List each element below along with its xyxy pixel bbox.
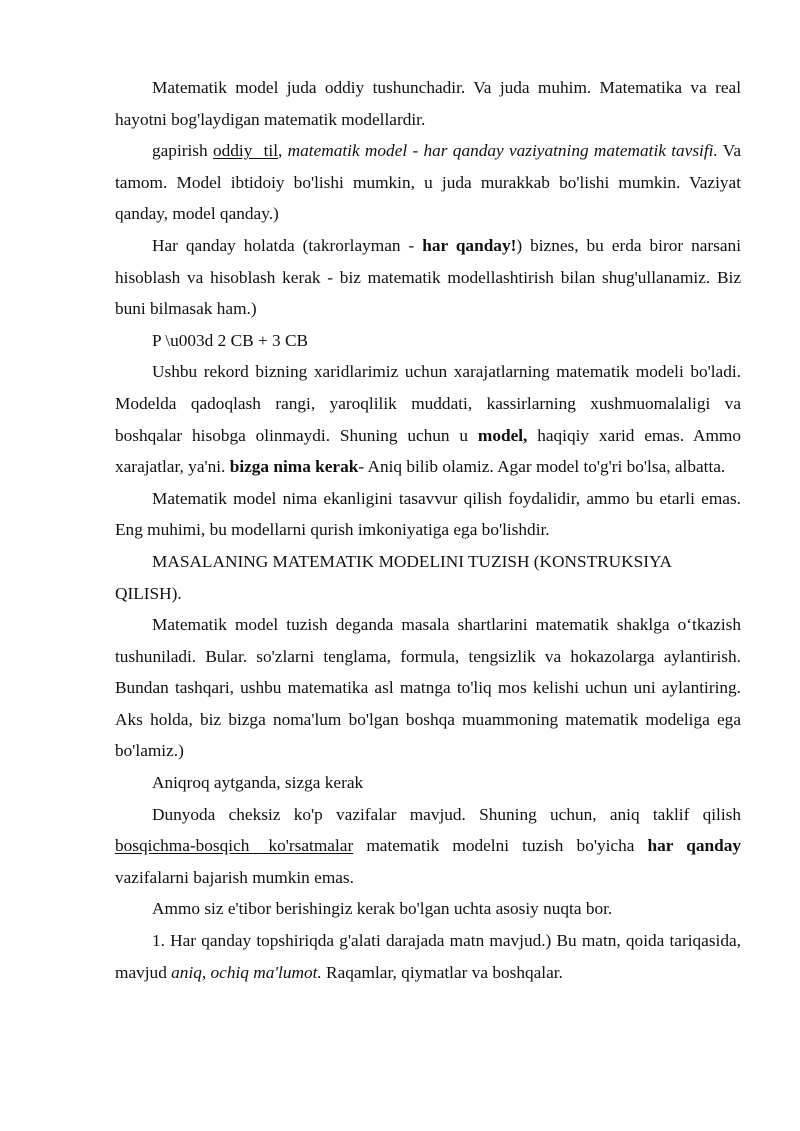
bold-emphasis: har qanday: [647, 836, 742, 856]
paragraph-text: Ushbu rekord bizning xaridlarimiz uchun xarajatlarning matematik modeli bo'ladi. Modelda qadoqlash rangi, yaroqlilik muddati, kassirlarning xushmuomalaligi va boshqalar hisobga olinmaydi. Shuning uchun u: [115, 362, 741, 445]
bold-emphasis: har qanday!: [422, 235, 517, 255]
paragraph-text: Matematik model juda oddiy tushunchadir. Va juda muhim. Matematika va real hayotni bog'laydigan matematik modellardir.: [115, 78, 741, 129]
paragraph-text: 1. Har qanday topshiriqda g'alati darajada matn mavjud.) Bu matn, qoida tariqasida, mavjud: [115, 931, 741, 982]
paragraph-3: [115, 230, 741, 325]
paragraph-text: Ammo siz e'tibor berishingiz kerak bo'lgan uchta asosiy nuqta bor.: [152, 899, 613, 919]
paragraph-text: vazifalarni bajarish mumkin emas.: [115, 867, 354, 887]
paragraph-text: ,: [278, 141, 288, 161]
paragraph-8: [115, 609, 741, 767]
formula-line: [115, 325, 741, 357]
paragraph-text: Va tamom. Model ibtidoiy bo'lishi mumkin, u juda murakkab bo'lishi mumkin. Vaziyat qanday, model qanday.): [115, 141, 741, 224]
paragraph-text: Matematik model nima ekanligini tasavvur qilish foydalidir, ammo bu etarli emas. Eng muhimi, bu modellarni qurish imkoniyatiga ega bo'lishdir.: [115, 488, 741, 540]
paragraph-text: Raqamlar, qiymatlar va boshqalar.: [321, 962, 563, 982]
paragraph-text: Har qanday holatda (takrorlayman -: [152, 235, 423, 255]
paragraph-text: Dunyoda cheksiz ko'p vazifalar mavjud. Shuning uchun, aniq taklif qilish: [152, 804, 741, 824]
section-heading: [115, 546, 741, 609]
paragraph-12: [115, 925, 741, 988]
bold-emphasis: bizga nima kerak: [229, 457, 359, 477]
paragraph-2: [115, 135, 741, 230]
paragraph-11: [115, 893, 741, 925]
oddiy-til-link[interactable]: oddiy til: [212, 141, 279, 161]
paragraph-9: [115, 767, 741, 799]
step-by-step-link[interactable]: bosqichma-bosqich ko'rsatmalar: [115, 836, 354, 856]
italic-emphasis: aniq, ochiq ma'lumot.: [171, 962, 322, 982]
paragraph-5: [115, 356, 741, 482]
paragraph-text: gapirish: [152, 141, 213, 161]
document-body: [115, 72, 741, 988]
italic-definition: matematik model - har qanday vaziyatning matematik tavsifi.: [287, 141, 718, 161]
paragraph-text: Matematik model tuzish deganda masala shartlarini matematik shaklga o‘tkazish tushuniladi. Bular. so'zlarni tenglama, formula, tengsizlik va hokazolarga aylantirish. Bundan tashqari, ushbu matematika asl matnga to'liq mos kelishi uchun uni aylantiring. Aks holda, biz bizga noma'lum bo'lgan boshqa muammoning matematik modeliga ega bo'lamiz.): [115, 615, 741, 761]
formula-text: P \u003d 2 CB + 3 CB: [152, 330, 309, 350]
paragraph-text: - Aniq bilib olamiz. Agar model to'g'ri bo'lsa, albatta.: [358, 457, 726, 477]
paragraph-text: ) biznes, bu erda biror narsani hisoblash va hisoblash kerak - biz matematik modellashtirish bilan shug'ullanamiz. Biz buni bilmasak ham.): [115, 235, 741, 319]
paragraph-10: [115, 799, 741, 894]
bold-emphasis: model,: [477, 425, 528, 445]
paragraph-text: Aniqroq aytganda, sizga kerak: [152, 773, 364, 793]
heading-text: MASALANING MATEMATIK MODELINI TUZISH (KONSTRUKSIYA QILISH).: [115, 551, 672, 603]
paragraph-1: [115, 72, 741, 135]
paragraph-text: haqiqiy xarid emas. Ammo xarajatlar, ya'ni.: [115, 425, 741, 477]
paragraph-text: matematik modelni tuzish bo'yicha: [353, 836, 648, 856]
paragraph-6: [115, 483, 741, 546]
